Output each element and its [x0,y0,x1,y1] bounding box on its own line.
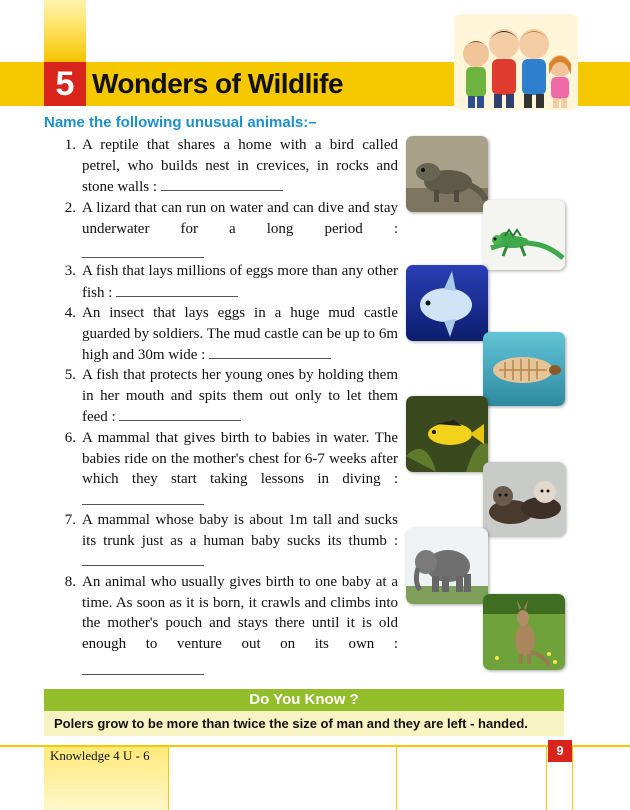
question-5 [48,365,398,428]
question-text: A lizard that can run on water and can dive and stay underwater for a long period : [82,200,398,237]
question-number: 2. [64,200,76,216]
question-text: A mammal whose baby is about 1m tall and sucks its trunk just as a human baby sucks its thumb : [82,512,398,549]
tuatara-photo [406,136,488,212]
answer-blank[interactable] [119,406,241,421]
did-you-know-text: Polers grow to be more than twice the size of man and they are left - handed. [44,711,564,736]
sea-otters-photo [483,462,565,536]
question-number: 5. [64,367,76,383]
cartoon-kids-illustration [454,14,578,110]
footer-book-title: Knowledge 4 U - 6 [50,748,150,763]
answer-blank[interactable] [161,176,283,191]
sunfish-photo [406,265,488,341]
answer-blank[interactable] [82,490,204,505]
question-number: 3. [64,263,76,279]
footer-column-line [396,747,397,810]
question-1 [48,135,398,198]
question-number: 8. [64,574,76,590]
answer-blank[interactable] [82,660,204,675]
question-2 [48,198,398,265]
elephant-photo [406,528,488,604]
answer-blank[interactable] [116,282,238,297]
question-number: 4. [64,305,76,321]
question-text: An insect that lays eggs in a huge mud castle guarded by soldiers. The mud castle can be up to 6m high and 30m wide : [82,305,398,363]
answer-blank[interactable] [82,243,204,258]
question-6 [48,428,398,511]
question-4 [48,303,398,366]
question-text: A fish that lays millions of eggs more than any other fish : [82,263,398,301]
page-number: 9 [548,740,572,762]
basilisk-lizard-photo [483,200,565,270]
question-text: A fish that protects her young ones by holding them in her mouth and spits them out only to let them feed : [82,367,398,425]
footer-column-line [168,747,169,810]
termite-queen-photo [483,332,565,406]
question-number: 1. [64,137,76,153]
did-you-know-heading: Do You Know ? [44,689,564,711]
kangaroo-photo [483,594,565,670]
question-text: A mammal that gives birth to babies in water. The babies ride on the mother's chest for 6-7 weeks after which they start taking lessons in diving : [82,430,398,487]
instructions-heading: Name the following unusual animals:– [44,114,317,131]
question-number: 6. [64,430,76,446]
question-text: A reptile that shares a home with a bird called petrel, who builds nest in crevices, in rocks and stone walls : [82,137,398,195]
question-text: An animal who usually gives birth to one baby at a time. As soon as it is born, it crawls and climbs into the mother's pouch and stays there until it is old enough to venture out on its own : [82,574,398,652]
chapter-title: Wonders of Wildlife [92,68,344,99]
question-8 [48,572,398,682]
question-number: 7. [64,512,76,528]
question-7 [48,510,398,573]
header-tab [44,0,86,62]
question-3 [48,261,398,303]
footer-column-line [546,747,547,810]
footer-column-line [572,747,573,810]
chapter-number: 5 [44,62,86,106]
answer-blank[interactable] [209,344,331,359]
cichlid-fish-photo [406,396,488,472]
answer-blank[interactable] [82,551,204,566]
